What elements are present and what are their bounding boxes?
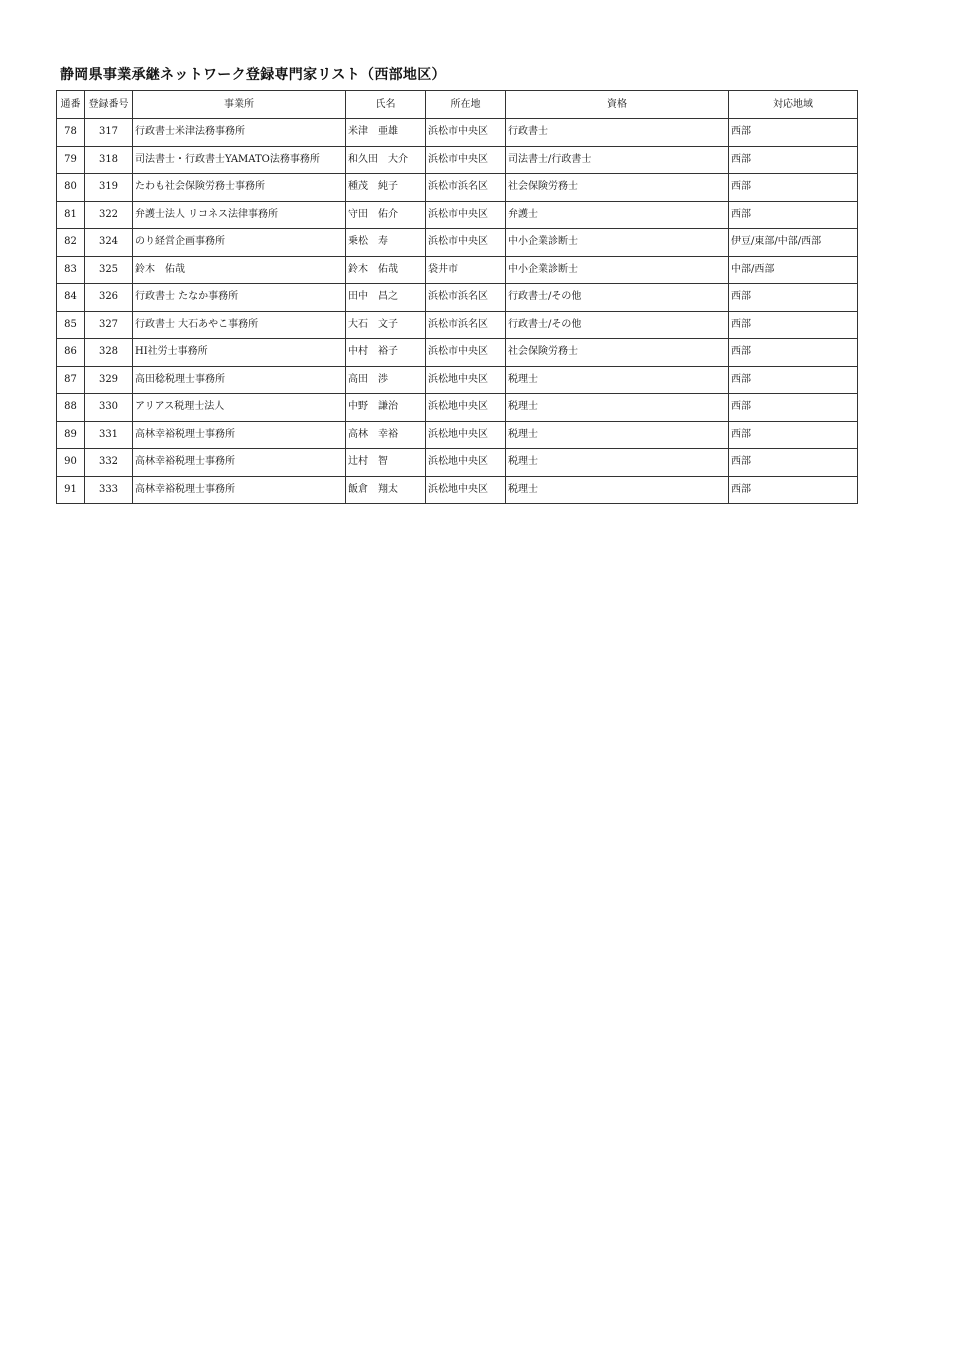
- cell-registration-number: 333: [85, 476, 133, 504]
- cell-location: 浜松市浜名区: [426, 311, 506, 339]
- cell-area: 中部/西部: [729, 256, 858, 284]
- cell-qualification: 社会保険労務士: [506, 174, 729, 202]
- cell-area: 西部: [729, 284, 858, 312]
- cell-qualification: 社会保険労務士: [506, 339, 729, 367]
- column-header-location: 所在地: [426, 91, 506, 119]
- cell-serial: 87: [57, 366, 85, 394]
- cell-registration-number: 326: [85, 284, 133, 312]
- table-row: [57, 449, 858, 477]
- cell-serial: 80: [57, 174, 85, 202]
- cell-location: 浜松市中央区: [426, 146, 506, 174]
- cell-qualification: 税理士: [506, 394, 729, 422]
- cell-location: 浜松地中央区: [426, 421, 506, 449]
- cell-name: 和久田 大介: [346, 146, 426, 174]
- cell-name: 大石 文子: [346, 311, 426, 339]
- cell-qualification: 中小企業診断士: [506, 256, 729, 284]
- cell-registration-number: 317: [85, 119, 133, 147]
- cell-qualification: 司法書士/行政書士: [506, 146, 729, 174]
- table-row: [57, 339, 858, 367]
- page-title: 静岡県事業承継ネットワーク登録専門家リスト（西部地区）: [60, 67, 446, 83]
- cell-registration-number: 318: [85, 146, 133, 174]
- cell-office: HI社労士事務所: [133, 339, 346, 367]
- column-header-office: 事業所: [133, 91, 346, 119]
- cell-serial: 84: [57, 284, 85, 312]
- cell-name: 高林 幸裕: [346, 421, 426, 449]
- table-row: [57, 119, 858, 147]
- cell-location: 袋井市: [426, 256, 506, 284]
- cell-registration-number: 330: [85, 394, 133, 422]
- cell-office: 高林幸裕税理士事務所: [133, 421, 346, 449]
- table-row: [57, 394, 858, 422]
- cell-name: 高田 渉: [346, 366, 426, 394]
- table-row: [57, 174, 858, 202]
- cell-registration-number: 325: [85, 256, 133, 284]
- table-row: [57, 366, 858, 394]
- cell-location: 浜松市中央区: [426, 229, 506, 257]
- cell-office: たわも社会保険労務士事務所: [133, 174, 346, 202]
- table-header-row: [57, 91, 858, 119]
- cell-registration-number: 319: [85, 174, 133, 202]
- cell-office: のり経営企画事務所: [133, 229, 346, 257]
- table-row: [57, 284, 858, 312]
- column-header-qualification: 資格: [506, 91, 729, 119]
- cell-serial: 83: [57, 256, 85, 284]
- cell-location: 浜松市浜名区: [426, 284, 506, 312]
- cell-qualification: 行政書士/その他: [506, 311, 729, 339]
- cell-office: 鈴木 佑哉: [133, 256, 346, 284]
- cell-name: 中村 裕子: [346, 339, 426, 367]
- cell-area: 西部: [729, 339, 858, 367]
- cell-serial: 91: [57, 476, 85, 504]
- table-row: [57, 229, 858, 257]
- cell-name: 米津 亜雄: [346, 119, 426, 147]
- cell-registration-number: 324: [85, 229, 133, 257]
- table-row: [57, 476, 858, 504]
- cell-location: 浜松地中央区: [426, 449, 506, 477]
- cell-office: 行政書士 たなか事務所: [133, 284, 346, 312]
- cell-office: 弁護士法人 リコネス法律事務所: [133, 201, 346, 229]
- cell-area: 西部: [729, 476, 858, 504]
- cell-qualification: 行政書士/その他: [506, 284, 729, 312]
- table-row: [57, 311, 858, 339]
- cell-office: 高田稔税理士事務所: [133, 366, 346, 394]
- cell-name: 田中 昌之: [346, 284, 426, 312]
- expert-list-table: [56, 90, 858, 504]
- cell-qualification: 税理士: [506, 476, 729, 504]
- cell-area: 西部: [729, 394, 858, 422]
- cell-office: 行政書士 大石あやこ事務所: [133, 311, 346, 339]
- cell-registration-number: 328: [85, 339, 133, 367]
- cell-name: 辻村 智: [346, 449, 426, 477]
- cell-registration-number: 327: [85, 311, 133, 339]
- cell-area: 西部: [729, 146, 858, 174]
- cell-registration-number: 329: [85, 366, 133, 394]
- cell-area: 西部: [729, 174, 858, 202]
- column-header-name: 氏名: [346, 91, 426, 119]
- cell-serial: 90: [57, 449, 85, 477]
- cell-name: 乗松 寿: [346, 229, 426, 257]
- table-body: [57, 119, 858, 504]
- cell-name: 飯倉 翔太: [346, 476, 426, 504]
- cell-location: 浜松地中央区: [426, 366, 506, 394]
- cell-serial: 86: [57, 339, 85, 367]
- table-row: [57, 146, 858, 174]
- cell-office: 司法書士・行政書士YAMATO法務事務所: [133, 146, 346, 174]
- cell-name: 鈴木 佑哉: [346, 256, 426, 284]
- cell-location: 浜松市中央区: [426, 339, 506, 367]
- cell-registration-number: 332: [85, 449, 133, 477]
- cell-office: 高林幸裕税理士事務所: [133, 476, 346, 504]
- cell-qualification: 税理士: [506, 421, 729, 449]
- cell-serial: 78: [57, 119, 85, 147]
- cell-registration-number: 322: [85, 201, 133, 229]
- table-row: [57, 256, 858, 284]
- cell-qualification: 行政書士: [506, 119, 729, 147]
- table-row: [57, 201, 858, 229]
- cell-location: 浜松市中央区: [426, 201, 506, 229]
- cell-location: 浜松市浜名区: [426, 174, 506, 202]
- cell-name: 中野 謙治: [346, 394, 426, 422]
- cell-office: アリアス税理士法人: [133, 394, 346, 422]
- cell-serial: 89: [57, 421, 85, 449]
- cell-location: 浜松地中央区: [426, 394, 506, 422]
- cell-name: 種茂 純子: [346, 174, 426, 202]
- column-header-area: 対応地域: [729, 91, 858, 119]
- cell-serial: 88: [57, 394, 85, 422]
- cell-serial: 81: [57, 201, 85, 229]
- cell-qualification: 税理士: [506, 366, 729, 394]
- cell-area: 西部: [729, 449, 858, 477]
- table-row: [57, 421, 858, 449]
- cell-area: 伊豆/東部/中部/西部: [729, 229, 858, 257]
- cell-registration-number: 331: [85, 421, 133, 449]
- cell-qualification: 弁護士: [506, 201, 729, 229]
- cell-serial: 85: [57, 311, 85, 339]
- cell-area: 西部: [729, 201, 858, 229]
- cell-serial: 82: [57, 229, 85, 257]
- cell-area: 西部: [729, 421, 858, 449]
- cell-location: 浜松地中央区: [426, 476, 506, 504]
- cell-qualification: 中小企業診断士: [506, 229, 729, 257]
- cell-name: 守田 佑介: [346, 201, 426, 229]
- cell-area: 西部: [729, 311, 858, 339]
- cell-area: 西部: [729, 119, 858, 147]
- cell-office: 高林幸裕税理士事務所: [133, 449, 346, 477]
- cell-serial: 79: [57, 146, 85, 174]
- cell-location: 浜松市中央区: [426, 119, 506, 147]
- cell-qualification: 税理士: [506, 449, 729, 477]
- column-header-registration-number: 登録番号: [85, 91, 133, 119]
- column-header-serial: 通番: [57, 91, 85, 119]
- cell-area: 西部: [729, 366, 858, 394]
- cell-office: 行政書士米津法務事務所: [133, 119, 346, 147]
